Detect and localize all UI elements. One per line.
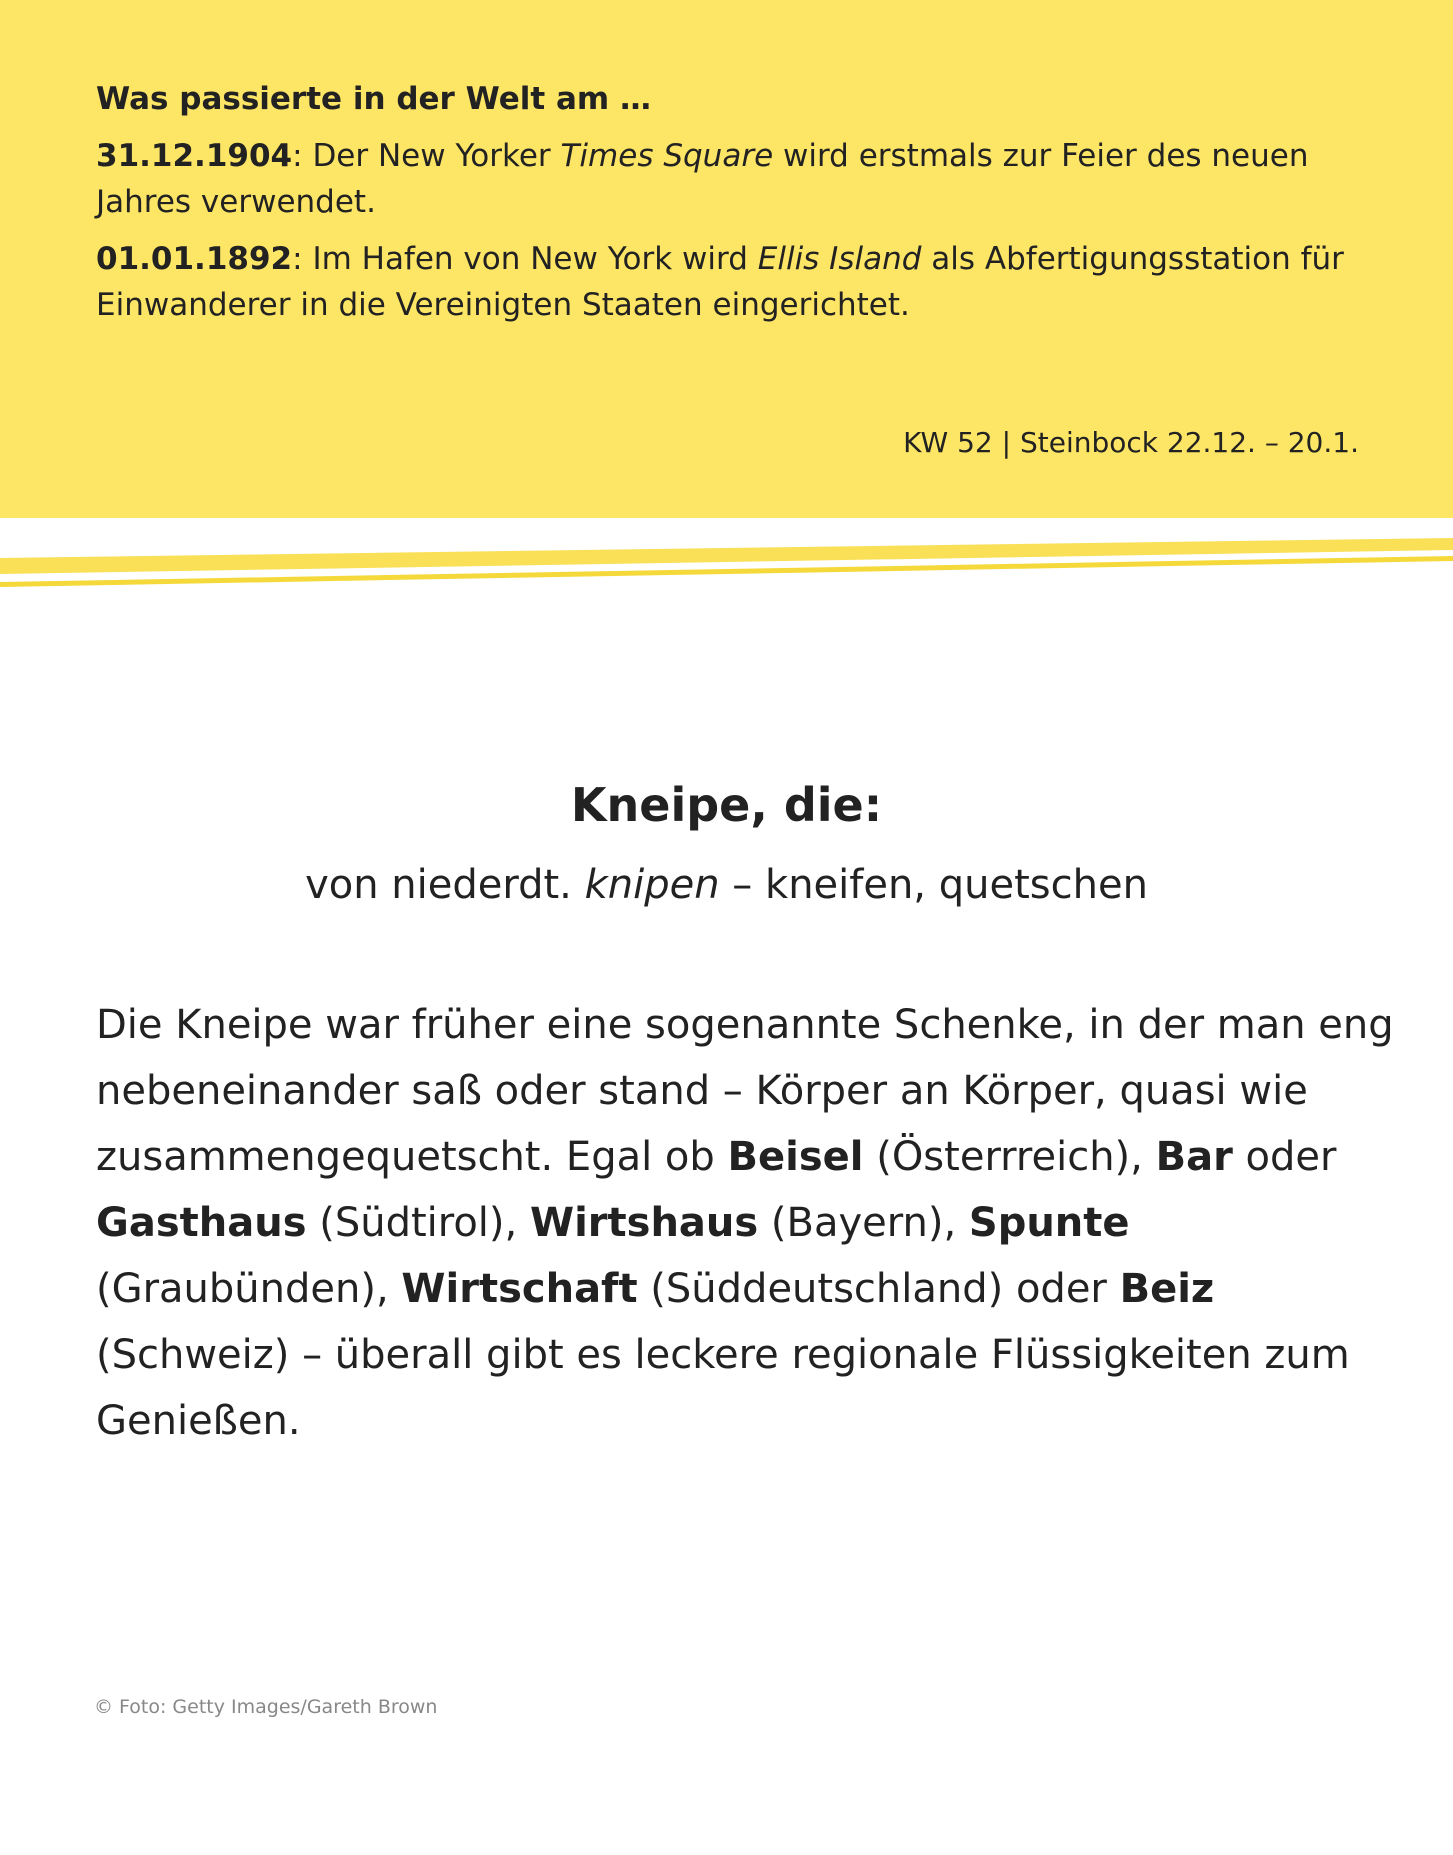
regional-term: Wirtshaus <box>529 1200 759 1246</box>
etymology-suffix: – kneifen, quetschen <box>719 862 1148 908</box>
decorative-stripes <box>0 500 1453 595</box>
description-text: oder <box>1232 1134 1337 1180</box>
description-text: (Österrreich), <box>863 1134 1156 1180</box>
history-text: Im Hafen von New York wird <box>312 240 758 277</box>
history-entry-1 <box>96 133 1366 226</box>
history-text: Der New Yorker <box>312 137 561 174</box>
etymology-term: knipen <box>584 862 720 908</box>
history-entry-2 <box>96 236 1366 329</box>
description-text: (Schweiz) – überall gibt es leckere regionale Flüssigkeiten zum Genießen. <box>96 1332 1350 1444</box>
history-place: Times Square <box>560 137 774 174</box>
word-title: Kneipe, die: <box>570 778 883 832</box>
description-text: (Südtirol), <box>306 1200 530 1246</box>
etymology-prefix: von niederdt. <box>305 862 585 908</box>
description-text: (Süddeutschland) oder <box>637 1266 1120 1312</box>
description-text: (Graubünden), <box>96 1266 402 1312</box>
history-section <box>96 76 1366 339</box>
regional-term: Beisel <box>727 1134 864 1180</box>
history-date: 31.12.1904 <box>96 137 293 174</box>
history-separator: : <box>292 137 313 174</box>
history-separator: : <box>292 240 313 277</box>
regional-term: Beiz <box>1119 1266 1215 1312</box>
history-heading: Was passierte in der Welt am … <box>96 81 651 117</box>
regional-term: Spunte <box>968 1200 1130 1246</box>
photo-credit: © Foto: Getty Images/Gareth Brown <box>94 1696 438 1718</box>
regional-term: Bar <box>1155 1134 1233 1180</box>
history-text: als Abfertigungsstation für Einwanderer in die Vereinigten Staaten eingerichtet. <box>96 240 1344 323</box>
regional-term: Gasthaus <box>96 1200 307 1246</box>
history-place: Ellis Island <box>757 240 922 277</box>
description-text: (Bayern), <box>758 1200 969 1246</box>
etymology <box>0 862 1453 908</box>
week-info: KW 52 | Steinbock 22.12. – 20.1. <box>903 426 1359 459</box>
regional-term: Wirtschaft <box>401 1266 638 1312</box>
history-date: 01.01.1892 <box>96 240 293 277</box>
description-text: Die Kneipe war früher eine sogenannte Schenke, in der man eng nebeneinander saß oder stand – Körper an Körper, quasi wie zusammengequetscht. Egal ob <box>96 1002 1394 1180</box>
history-text: wird erstmals zur Feier des neuen Jahres verwendet. <box>96 137 1309 220</box>
description <box>96 992 1396 1454</box>
